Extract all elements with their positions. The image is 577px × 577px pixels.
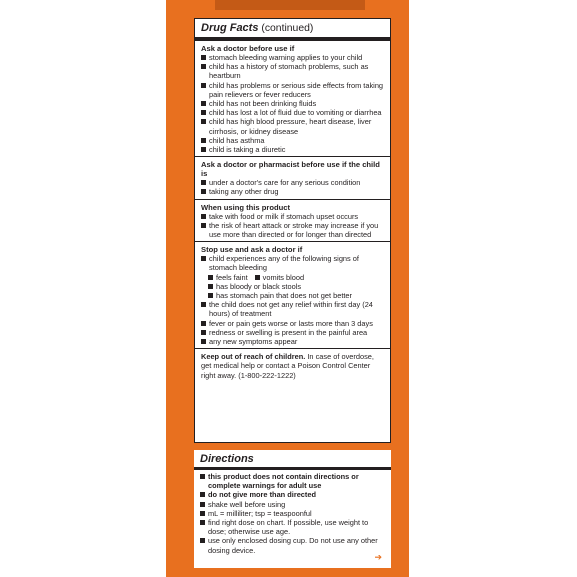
list-item: any new symptoms appear (201, 337, 385, 346)
list-item: fever or pain gets worse or lasts more than 3 days (201, 319, 385, 328)
sub-list-item: vomits blood (255, 273, 305, 282)
list-item: under a doctor's care for any serious condition (201, 178, 385, 187)
list-item: redness or swelling is present in the painful area (201, 328, 385, 337)
section-title: When using this product (201, 202, 291, 212)
sub-list-row (201, 273, 385, 282)
list-item: child has high blood pressure, heart disease, liver cirrhosis, or kidney disease (201, 117, 385, 135)
list-item: child has a history of stomach problems, such as heartburn (201, 62, 385, 80)
list-item: shake well before using (200, 500, 386, 509)
sub-list-item: has stomach pain that does not get better (201, 291, 385, 300)
continue-arrow-icon: ➔ (374, 552, 382, 562)
list-item: child has not been drinking fluids (201, 99, 385, 108)
drug-facts-continued: (continued) (261, 23, 314, 34)
list-item: child has problems or serious side effects from taking pain relievers or fever reducers (201, 81, 385, 99)
list-item: do not give more than directed (200, 490, 386, 499)
section-title: Stop use and ask a doctor if (201, 245, 303, 255)
list-item: find right dose on chart. If possible, use weight to dose; otherwise use age. (200, 518, 386, 536)
ask-doctor-section (195, 40, 390, 156)
drug-facts-title: Drug Facts (201, 22, 259, 34)
list-item: mL = milliliter; tsp = teaspoonful (200, 509, 386, 518)
list-item: use only enclosed dosing cup. Do not use any other dosing device. (200, 536, 386, 554)
section-title: Ask a doctor or pharmacist before use if the child is (201, 160, 380, 179)
when-using-section (195, 199, 390, 242)
keep-out-bold: Keep out of reach of children. (201, 352, 306, 362)
box-top-artwork (215, 0, 365, 10)
stop-use-section (195, 241, 390, 348)
list-item: take with food or milk if stomach upset occurs (201, 212, 385, 221)
list-item: child experiences any of the following signs of stomach bleeding (201, 254, 385, 272)
ask-doctor-pharmacist-section (195, 156, 390, 198)
directions-title: Directions (200, 453, 254, 465)
list-item: child has lost a lot of fluid due to vomiting or diarrhea (201, 108, 385, 117)
drug-facts-panel (194, 18, 391, 443)
keep-out-body: In case of overdose, get medical help or contact a Poison Control Center right away. (1-800-222-1222) (201, 352, 374, 380)
sub-list-item: feels faint (208, 273, 248, 282)
list-item: this product does not contain directions or complete warnings for adult use (200, 472, 386, 490)
keep-out-text (201, 352, 385, 380)
drug-facts-header (201, 22, 385, 35)
list-item: the risk of heart attack or stroke may increase if you use more than directed or for longer than directed (201, 221, 385, 239)
list-item: the child does not get any relief within first day (24 hours) of treatment (201, 300, 385, 318)
list-item: child is taking a diuretic (201, 145, 385, 154)
sub-list-item: has bloody or black stools (201, 282, 385, 291)
list-item: taking any other drug (201, 187, 385, 196)
directions-panel (194, 450, 391, 568)
list-item: child has asthma (201, 136, 385, 145)
section-title: Ask a doctor before use if (201, 44, 295, 53)
list-item: stomach bleeding warning applies to your child (201, 53, 385, 62)
keep-out-section (195, 348, 390, 382)
